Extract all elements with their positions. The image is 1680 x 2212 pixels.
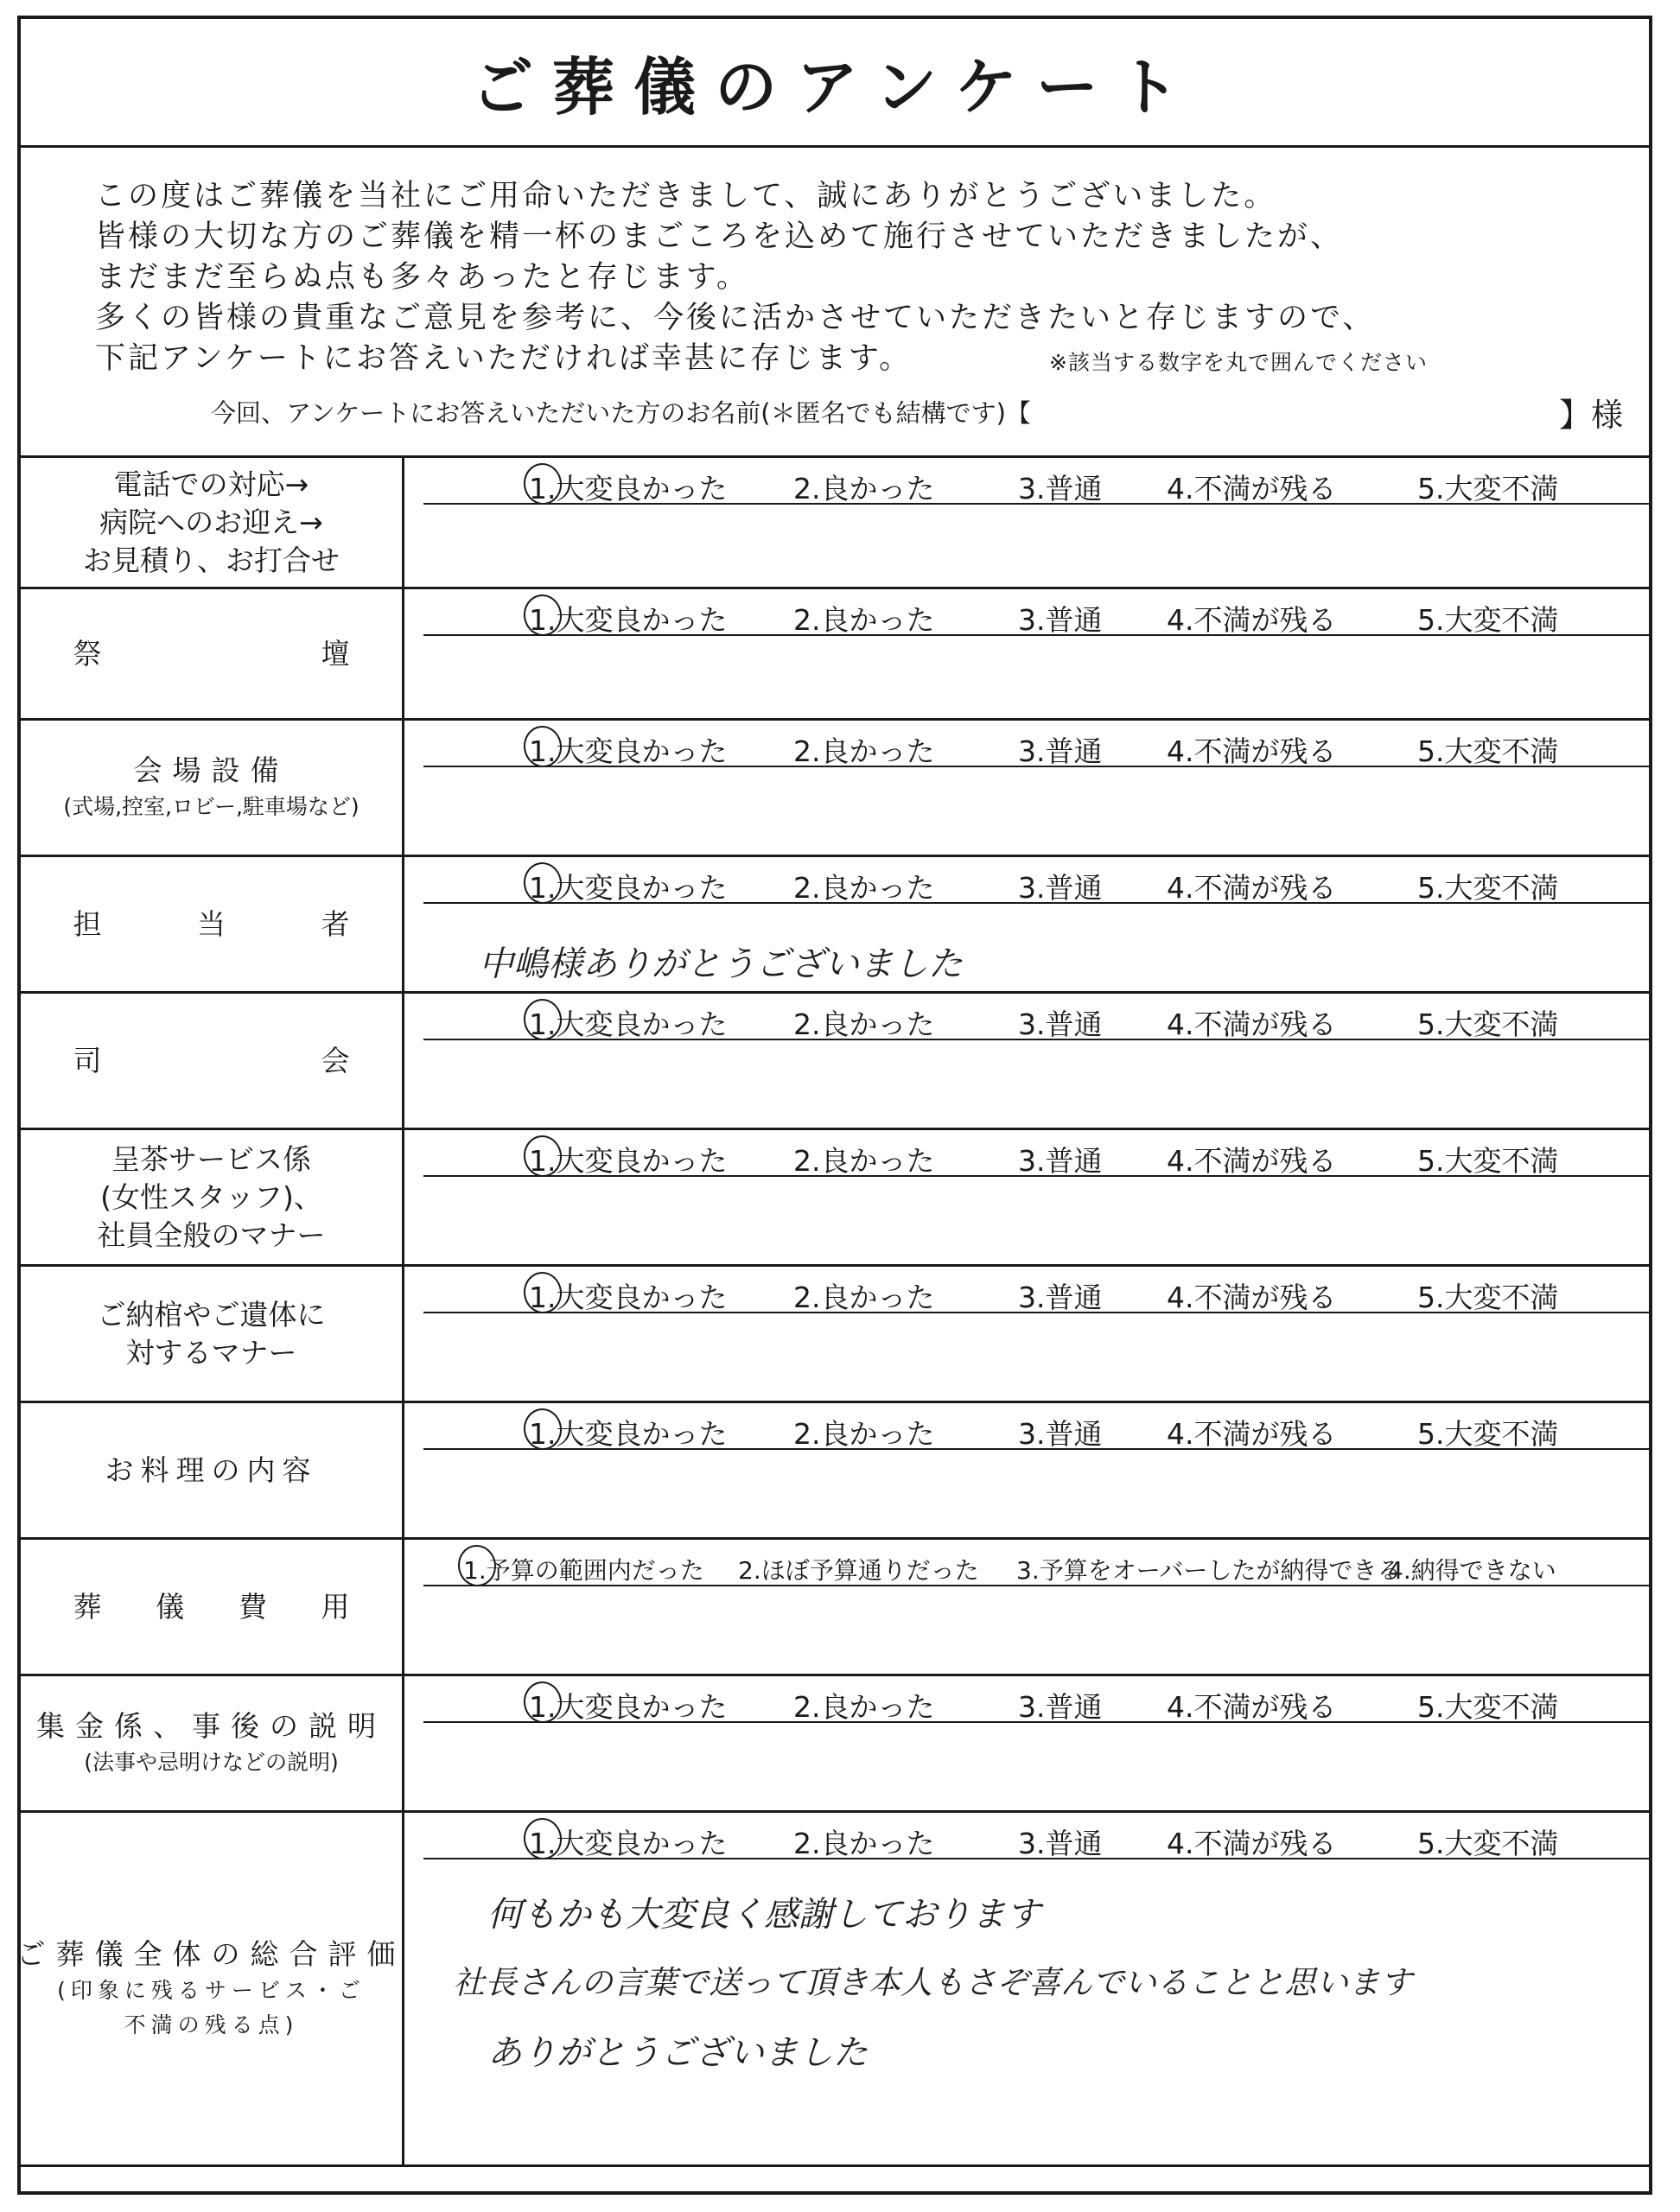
- rating-option[interactable]: 4.不満が残る: [1167, 603, 1337, 637]
- rating-option[interactable]: 1.大変良かった: [529, 871, 728, 905]
- row-label-line: 集金係、事後の説明: [36, 1708, 386, 1743]
- rating-option[interactable]: 3.普通: [1018, 1281, 1103, 1314]
- intro-line: 下記アンケートにお答えいただければ幸甚に存じます。: [95, 341, 913, 376]
- rating-option[interactable]: 2.良かった: [793, 1144, 935, 1178]
- name-suffix: 】様: [1559, 397, 1623, 434]
- row-label-char: 葬: [73, 1589, 102, 1624]
- survey-row: [16, 1813, 1649, 2167]
- rating-option[interactable]: 5.大変不満: [1417, 871, 1559, 905]
- row-label: [21, 1267, 404, 1401]
- rating-option[interactable]: 1.大変良かった: [529, 472, 728, 505]
- survey-row: [21, 994, 1649, 1130]
- rating-option[interactable]: 4.不満が残る: [1167, 1144, 1337, 1178]
- rating-options: [423, 467, 1649, 505]
- row-label: [21, 1130, 404, 1264]
- handwritten-comment: ありがとうございました: [487, 2033, 868, 2073]
- rating-option[interactable]: 3.予算をオーバーしたが納得できる: [1016, 1556, 1402, 1585]
- rating-option[interactable]: 4.不満が残る: [1167, 1827, 1337, 1860]
- rating-options: [423, 866, 1649, 904]
- rating-options: [423, 598, 1649, 636]
- row-label-char: 当: [197, 906, 226, 941]
- row-label-spread: [73, 635, 350, 673]
- rating-option[interactable]: 1.大変良かった: [529, 1827, 728, 1860]
- rating-option[interactable]: 3.普通: [1018, 1007, 1103, 1041]
- rating-option[interactable]: 2.良かった: [793, 871, 935, 905]
- rating-options: [423, 729, 1649, 767]
- rating-option[interactable]: 4.不満が残る: [1167, 871, 1337, 905]
- handwritten-comment: 中嶋様ありがとうございました: [479, 944, 963, 984]
- rating-option[interactable]: 2.良かった: [793, 1690, 935, 1724]
- rating-option[interactable]: 2.良かった: [793, 1417, 935, 1451]
- row-label-sub: (法事や忌明けなどの説明): [84, 1749, 339, 1775]
- rating-option[interactable]: 1.大変良かった: [529, 1417, 728, 1451]
- row-label-line: 社員全般のマナー: [97, 1217, 326, 1252]
- rating-option[interactable]: 2.ほぼ予算通りだった: [738, 1556, 979, 1585]
- row-label-line: (女性スタッフ)、: [100, 1179, 322, 1214]
- row-label-char: 祭: [73, 636, 102, 671]
- row-label-char: 者: [321, 906, 350, 941]
- rating-options: [423, 1139, 1649, 1177]
- rating-option[interactable]: 1.大変良かった: [529, 1690, 728, 1724]
- rating-option[interactable]: 1.予算の範囲内だった: [463, 1556, 704, 1585]
- rating-option[interactable]: 1.大変良かった: [529, 1281, 728, 1314]
- rating-option[interactable]: 1.大変良かった: [529, 603, 728, 637]
- survey-row: [21, 857, 1649, 994]
- row-label-char: 儀: [156, 1589, 185, 1624]
- rating-option[interactable]: 3.普通: [1018, 603, 1103, 637]
- rating-option[interactable]: 2.良かった: [793, 1827, 935, 1860]
- row-label-sub: (式場,控室,ロビー,駐車場など): [63, 793, 360, 819]
- rating-option[interactable]: 3.普通: [1018, 871, 1103, 905]
- row-label-spread: [73, 906, 350, 944]
- intro-line: この度はご葬儀を当社にご用命いただきまして、誠にありがとうございました。: [95, 179, 1277, 213]
- rating-option[interactable]: 4.不満が残る: [1167, 472, 1337, 505]
- rating-options: [423, 1548, 1649, 1586]
- row-label-line: ご納棺やご遺体に: [97, 1297, 326, 1332]
- survey-table: [16, 455, 1649, 2167]
- rating-option[interactable]: 5.大変不満: [1417, 1281, 1559, 1314]
- rating-options: [423, 1821, 1649, 1859]
- survey-row: [21, 589, 1649, 721]
- rating-option[interactable]: 5.大変不満: [1417, 734, 1559, 768]
- rating-option[interactable]: 3.普通: [1018, 1827, 1103, 1860]
- rating-option[interactable]: 2.良かった: [793, 472, 935, 505]
- rating-option[interactable]: 2.良かった: [793, 1281, 935, 1314]
- row-label-char: 司: [73, 1043, 102, 1077]
- rating-option[interactable]: 4.不満が残る: [1167, 1007, 1337, 1041]
- row-label-spread: [73, 1588, 350, 1626]
- rating-option[interactable]: 5.大変不満: [1417, 1827, 1559, 1860]
- rating-options: [423, 1685, 1649, 1723]
- rating-option[interactable]: 4.不満が残る: [1167, 1690, 1337, 1724]
- rating-option[interactable]: 1.大変良かった: [529, 734, 728, 768]
- rating-option[interactable]: 3.普通: [1018, 1144, 1103, 1178]
- row-label-line: お見積り、お打合せ: [83, 543, 340, 577]
- survey-row: [21, 458, 1649, 589]
- row-label: [21, 1676, 404, 1810]
- rating-option[interactable]: 3.普通: [1018, 734, 1103, 768]
- survey-sheet: [17, 16, 1652, 2195]
- instruction-note: ※該当する数字を丸で囲んでください: [1049, 350, 1428, 375]
- rating-option[interactable]: 4.不満が残る: [1167, 1417, 1337, 1451]
- row-label: [21, 994, 404, 1128]
- intro-line: 多くの皆様の貴重なご意見を参考に、今後に活かさせていただきたいと存じますので、: [95, 301, 1376, 335]
- rating-option[interactable]: 2.良かった: [793, 603, 935, 637]
- row-label: [21, 857, 404, 991]
- rating-option[interactable]: 5.大変不満: [1417, 1417, 1559, 1451]
- rating-option[interactable]: 3.普通: [1018, 1417, 1103, 1451]
- survey-row: [21, 1130, 1649, 1267]
- rating-option[interactable]: 3.普通: [1018, 1690, 1103, 1724]
- row-label-line: お料理の内容: [105, 1452, 318, 1487]
- row-label: [16, 1813, 406, 2164]
- rating-option[interactable]: 4.不満が残る: [1167, 734, 1337, 768]
- row-label: [21, 458, 404, 587]
- row-label-line: 病院へのお迎え→: [99, 505, 323, 539]
- rating-option[interactable]: 1.大変良かった: [529, 1144, 728, 1178]
- row-label-sub: (印象に残るサービス・ご不満の残る点): [57, 1977, 366, 2037]
- rating-option[interactable]: 2.良かった: [793, 1007, 935, 1041]
- row-label-char: 壇: [321, 636, 350, 671]
- rating-option[interactable]: 1.大変良かった: [529, 1007, 728, 1041]
- row-label-line: 電話での対応→: [113, 467, 309, 501]
- rating-option[interactable]: 4.納得できない: [1388, 1556, 1556, 1585]
- row-label: [21, 1403, 404, 1537]
- rating-option[interactable]: 5.大変不満: [1417, 603, 1559, 637]
- row-label-line: 会場設備: [133, 753, 290, 787]
- row-label-char: 担: [73, 906, 102, 941]
- rating-options: [423, 1275, 1649, 1313]
- rating-option[interactable]: 5.大変不満: [1417, 1144, 1559, 1178]
- rating-option[interactable]: 4.不満が残る: [1167, 1281, 1337, 1314]
- handwritten-comment: 社長さんの言葉で送って頂き本人もさぞ喜んでいることと思います: [453, 1964, 1412, 2001]
- row-label-spread: [73, 1042, 350, 1080]
- rating-option[interactable]: 5.大変不満: [1417, 1690, 1559, 1724]
- row-label-line: 呈茶サービス係: [111, 1141, 311, 1176]
- survey-row: [21, 1540, 1649, 1676]
- rating-options: [423, 1412, 1649, 1450]
- row-label: [21, 721, 404, 855]
- rating-option[interactable]: 5.大変不満: [1417, 472, 1559, 505]
- handwritten-comment: 何もかも大変良く感謝しております: [487, 1895, 1040, 1935]
- rating-option[interactable]: 3.普通: [1018, 472, 1103, 505]
- survey-row: [21, 1676, 1649, 1813]
- intro-line: まだまだ至らぬ点も多々あったと存じます。: [95, 260, 749, 295]
- survey-row: [21, 721, 1649, 857]
- rating-option[interactable]: 5.大変不満: [1417, 1007, 1559, 1041]
- rating-options: [423, 1002, 1649, 1040]
- row-label-char: 会: [321, 1043, 350, 1077]
- row-label: [21, 1540, 404, 1674]
- name-prompt: 今回、アンケートにお答えいただいた方のお名前(＊匿名でも結構です)【: [211, 398, 1031, 428]
- row-label-char: 用: [321, 1589, 350, 1624]
- rating-option[interactable]: 2.良かった: [793, 734, 935, 768]
- row-label-line: 対するマナー: [125, 1335, 297, 1370]
- row-label-line: ご葬儀全体の総合評価: [16, 1936, 406, 1971]
- row-label: [21, 589, 404, 718]
- survey-row: [21, 1403, 1649, 1540]
- intro-line: 皆様の大切な方のご葬儀を精一杯のまごころを込めて施行させていただきましたが、: [95, 219, 1344, 254]
- page-title: ご葬儀のアンケート: [21, 19, 1649, 148]
- row-label-char: 費: [238, 1589, 267, 1624]
- survey-row: [21, 1267, 1649, 1403]
